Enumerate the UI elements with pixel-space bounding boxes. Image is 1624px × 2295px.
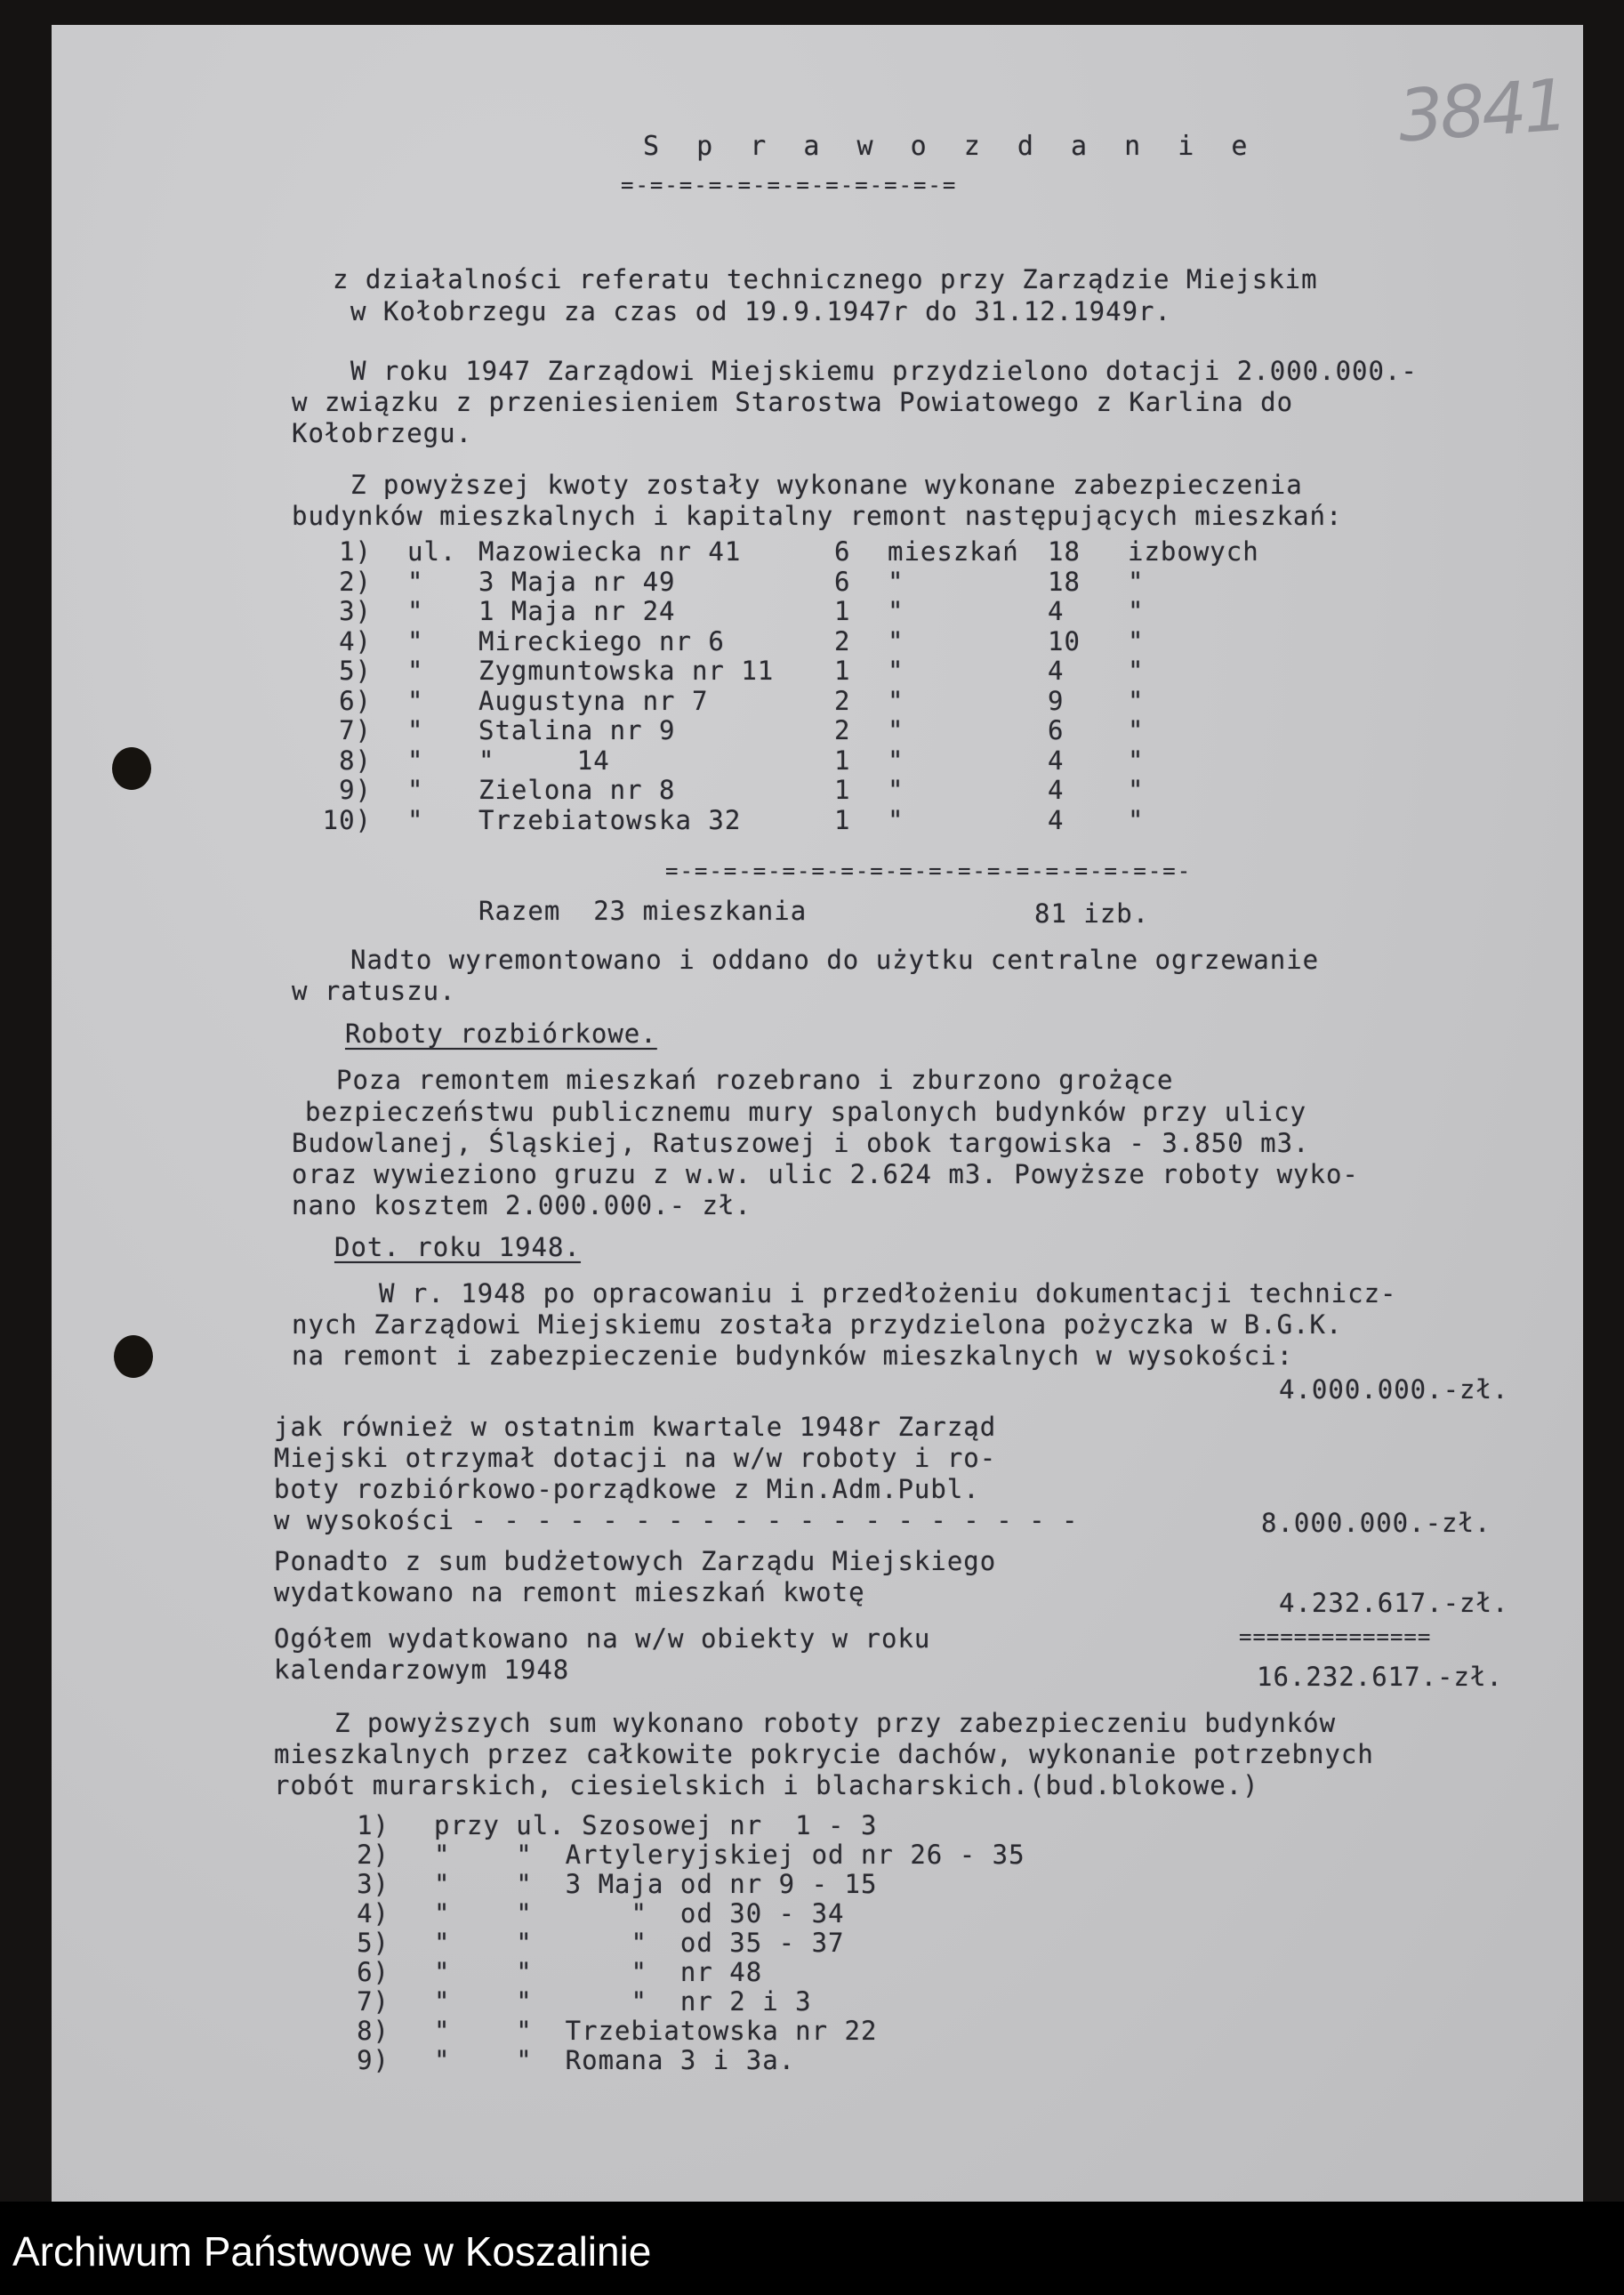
flats-cell-m: 6 [834, 536, 851, 567]
amount-dotacja: 8.000.000.-zł. [1261, 1508, 1491, 1538]
paragraph-rozbiorkowe-line: Budowlanej, Śląskiej, Ratuszowej i obok targowiska - 3.850 m3. [292, 1128, 1310, 1158]
flats-total: Razem 23 mieszkania [478, 896, 808, 926]
building-address: " " " od 30 - 34 [434, 1898, 845, 1929]
paragraph-ogrzewanie-line: Nadto wyremontowano i oddano do użytku centralne ogrzewanie [350, 945, 1320, 975]
paragraph-dotacja-line: w wysokości - - - - - - - - - - - - - - - - - - - [274, 1505, 1079, 1535]
paragraph-dotacja-line: boty rozbiórkowo-porządkowe z Min.Adm.Publ. [274, 1474, 980, 1504]
flats-cell-iz-label: " [1128, 566, 1145, 597]
flats-cell-pre: " [407, 596, 424, 626]
building-address: " " " nr 48 [434, 1957, 763, 1987]
paragraph-rozbiorkowe-line: bezpieczeństwu publicznemu mury spalonych budynków przy ulicy [305, 1097, 1307, 1127]
intro-line: z działalności referatu technicznego przy Zarządzie Miejskim [333, 264, 1318, 294]
flats-cell-iz: 4 [1048, 775, 1065, 805]
flats-cell-street: 3 Maja nr 49 [478, 566, 676, 597]
building-number: 7) [357, 1986, 390, 2017]
flats-cell-pre: " [407, 656, 424, 686]
flats-cell-m: 6 [834, 566, 851, 597]
flats-cell-iz-label: " [1128, 745, 1145, 776]
flats-cell-m-label: " [888, 715, 904, 745]
amount-total-rule: ============== [1239, 1624, 1432, 1649]
flats-cell-m-label: " [888, 625, 904, 656]
flats-cell-no: 10) [322, 804, 372, 835]
punch-hole [112, 747, 151, 790]
paragraph-1948-line: nych Zarządowi Miejskiemu została przydzielona pożyczka w B.G.K. [292, 1309, 1343, 1340]
paragraph-kwota-line: Z powyższej kwoty zostały wykonane wykonane zabezpieczenia [350, 470, 1303, 500]
paragraph-1948-line: na remont i zabezpieczenie budynków mieszkalnych w wysokości: [292, 1341, 1294, 1371]
paragraph-ogrzewanie-line: w ratuszu. [292, 976, 456, 1006]
flats-cell-street: Zygmuntowska nr 11 [478, 656, 775, 686]
document-sheet [52, 25, 1583, 2202]
flats-cell-street: Stalina nr 9 [478, 715, 676, 745]
flats-cell-iz: 18 [1048, 566, 1081, 597]
paragraph-roboty-line: mieszkalnych przez całkowite pokrycie dachów, wykonanie potrzebnych [274, 1739, 1374, 1769]
archive-label: Archiwum Państwowe w Koszalinie [12, 2228, 652, 2275]
flats-cell-street: Mireckiego nr 6 [478, 625, 725, 656]
amount-budzet: 4.232.617.-zł. [1279, 1588, 1509, 1618]
building-address: " " " nr 2 i 3 [434, 1986, 812, 2017]
flats-cell-pre: " [407, 745, 424, 776]
flats-cell-no: 5) [339, 656, 372, 686]
building-number: 8) [357, 2016, 390, 2046]
paragraph-1947-line: w związku z przeniesieniem Starostwa Powiatowego z Karlina do [292, 387, 1294, 417]
flats-cell-m: 2 [834, 685, 851, 716]
paragraph-dotacja-line: Miejski otrzymał dotacji na w/w roboty i ro- [274, 1443, 997, 1473]
flats-cell-m-label: " [888, 596, 904, 626]
document-title: S p r a w o z d a n i e [643, 131, 1258, 162]
flats-cell-iz-label: " [1128, 804, 1145, 835]
flats-cell-street: " 14 [478, 745, 610, 776]
flats-cell-m-label: " [888, 566, 904, 597]
paragraph-rozbiorkowe-line: Poza remontem mieszkań rozebrano i zburzono grożące [336, 1065, 1174, 1095]
flats-cell-iz-label: izbowych [1128, 536, 1259, 567]
flats-cell-pre: " [407, 775, 424, 805]
building-address: " " Artyleryjskiej od nr 26 - 35 [434, 1840, 1025, 1870]
flats-cell-street: Mazowiecka nr 41 [478, 536, 742, 567]
flats-cell-street: Trzebiatowska 32 [478, 804, 742, 835]
flats-cell-m-label: " [888, 804, 904, 835]
flats-cell-no: 3) [339, 596, 372, 626]
flats-cell-no: 1) [339, 536, 372, 567]
flats-cell-no: 2) [339, 566, 372, 597]
flats-cell-street: Zielona nr 8 [478, 775, 676, 805]
flats-cell-m: 1 [834, 804, 851, 835]
flats-cell-iz-label: " [1128, 685, 1145, 716]
flats-cell-m-label: " [888, 775, 904, 805]
flats-table-rule: =-=-=-=-=-=-=-=-=-=-=-=-=-=-=-=-=-=- [665, 858, 1193, 883]
paragraph-1948-line: W r. 1948 po opracowaniu i przedłożeniu dokumentacji technicz- [379, 1278, 1397, 1309]
flats-cell-no: 4) [339, 625, 372, 656]
flats-cell-m: 2 [834, 715, 851, 745]
flats-cell-iz-label: " [1128, 625, 1145, 656]
building-address: przy ul. Szosowej nr 1 - 3 [434, 1810, 878, 1840]
paragraph-budzet-line: wydatkowano na remont mieszkań kwotę [274, 1577, 865, 1607]
flats-cell-iz: 10 [1048, 625, 1081, 656]
building-address: " " Romana 3 i 3a. [434, 2045, 796, 2075]
flats-cell-iz-label: " [1128, 775, 1145, 805]
flats-cell-no: 9) [339, 775, 372, 805]
flats-cell-pre: " [407, 625, 424, 656]
flats-cell-m: 1 [834, 656, 851, 686]
flats-cell-m: 1 [834, 745, 851, 776]
flats-cell-m-label: " [888, 745, 904, 776]
flats-cell-iz: 6 [1048, 715, 1065, 745]
flats-cell-iz: 4 [1048, 745, 1065, 776]
building-number: 4) [357, 1898, 390, 1929]
paragraph-budzet-line: Ponadto z sum budżetowych Zarządu Miejskiego [274, 1546, 997, 1576]
punch-hole [114, 1335, 153, 1378]
paragraph-ogolem-line: kalendarzowym 1948 [274, 1655, 570, 1685]
flats-cell-pre: ul. [407, 536, 457, 567]
paragraph-dotacja-line: jak również w ostatnim kwartale 1948r Zarząd [274, 1412, 997, 1442]
paragraph-rozbiorkowe-line: oraz wywieziono gruzu z w.w. ulic 2.624 m3. Powyższe roboty wyko- [292, 1159, 1359, 1189]
flats-cell-m: 1 [834, 775, 851, 805]
flats-cell-pre: " [407, 715, 424, 745]
flats-cell-pre: " [407, 685, 424, 716]
building-number: 5) [357, 1928, 390, 1958]
paragraph-ogolem-line: Ogółem wydatkowano na w/w obiekty w roku [274, 1623, 931, 1654]
building-number: 1) [357, 1810, 390, 1840]
flats-cell-m-label: mieszkań [888, 536, 1019, 567]
flats-cell-iz-label: " [1128, 656, 1145, 686]
page-number-pencil: 3841 [1395, 63, 1569, 158]
flats-cell-street: 1 Maja nr 24 [478, 596, 676, 626]
flats-cell-iz-label: " [1128, 715, 1145, 745]
heading-dot-roku-1948: Dot. roku 1948. [334, 1232, 581, 1262]
flats-cell-iz: 4 [1048, 596, 1065, 626]
building-number: 2) [357, 1840, 390, 1870]
flats-cell-iz: 18 [1048, 536, 1081, 567]
flats-cell-no: 6) [339, 685, 372, 716]
flats-cell-no: 8) [339, 745, 372, 776]
amount-total: 16.232.617.-zł. [1257, 1662, 1503, 1692]
building-number: 6) [357, 1957, 390, 1987]
flats-cell-iz: 4 [1048, 656, 1065, 686]
paragraph-1947-line: Kołobrzegu. [292, 418, 473, 448]
flats-cell-iz-label: " [1128, 596, 1145, 626]
flats-cell-iz: 9 [1048, 685, 1065, 716]
paragraph-1947-line: W roku 1947 Zarządowi Miejskiemu przydzielono dotacji 2.000.000.- [350, 356, 1418, 386]
flats-cell-pre: " [407, 566, 424, 597]
amount-loan: 4.000.000.-zł. [1279, 1374, 1509, 1405]
intro-line: w Kołobrzegu za czas od 19.9.1947r do 31.12.1949r. [350, 296, 1171, 326]
paragraph-rozbiorkowe-line: nano kosztem 2.000.000.- zł. [292, 1190, 752, 1220]
heading-roboty-rozbiorkowe: Roboty rozbiórkowe. [345, 1019, 657, 1049]
flats-cell-pre: " [407, 804, 424, 835]
building-number: 3) [357, 1869, 390, 1899]
flats-cell-m: 2 [834, 625, 851, 656]
building-number: 9) [357, 2045, 390, 2075]
flats-cell-m: 1 [834, 596, 851, 626]
flats-cell-street: Augustyna nr 7 [478, 685, 709, 716]
flats-cell-m-label: " [888, 656, 904, 686]
title-rule: =-=-=-=-=-=-=-=-=-=-=-= [621, 173, 958, 197]
rooms-total: 81 izb. [1034, 898, 1150, 929]
building-address: " " " od 35 - 37 [434, 1928, 845, 1958]
building-address: " " 3 Maja od nr 9 - 15 [434, 1869, 878, 1899]
flats-cell-m-label: " [888, 685, 904, 716]
flats-cell-no: 7) [339, 715, 372, 745]
paragraph-kwota-line: budynków mieszkalnych i kapitalny remont następujących mieszkań: [292, 501, 1343, 531]
paragraph-roboty-line: Z powyższych sum wykonano roboty przy zabezpieczeniu budynków [334, 1708, 1337, 1738]
paragraph-roboty-line: robót murarskich, ciesielskich i blacharskich.(bud.blokowe.) [274, 1770, 1259, 1800]
flats-cell-iz: 4 [1048, 804, 1065, 835]
building-address: " " Trzebiatowska nr 22 [434, 2016, 878, 2046]
